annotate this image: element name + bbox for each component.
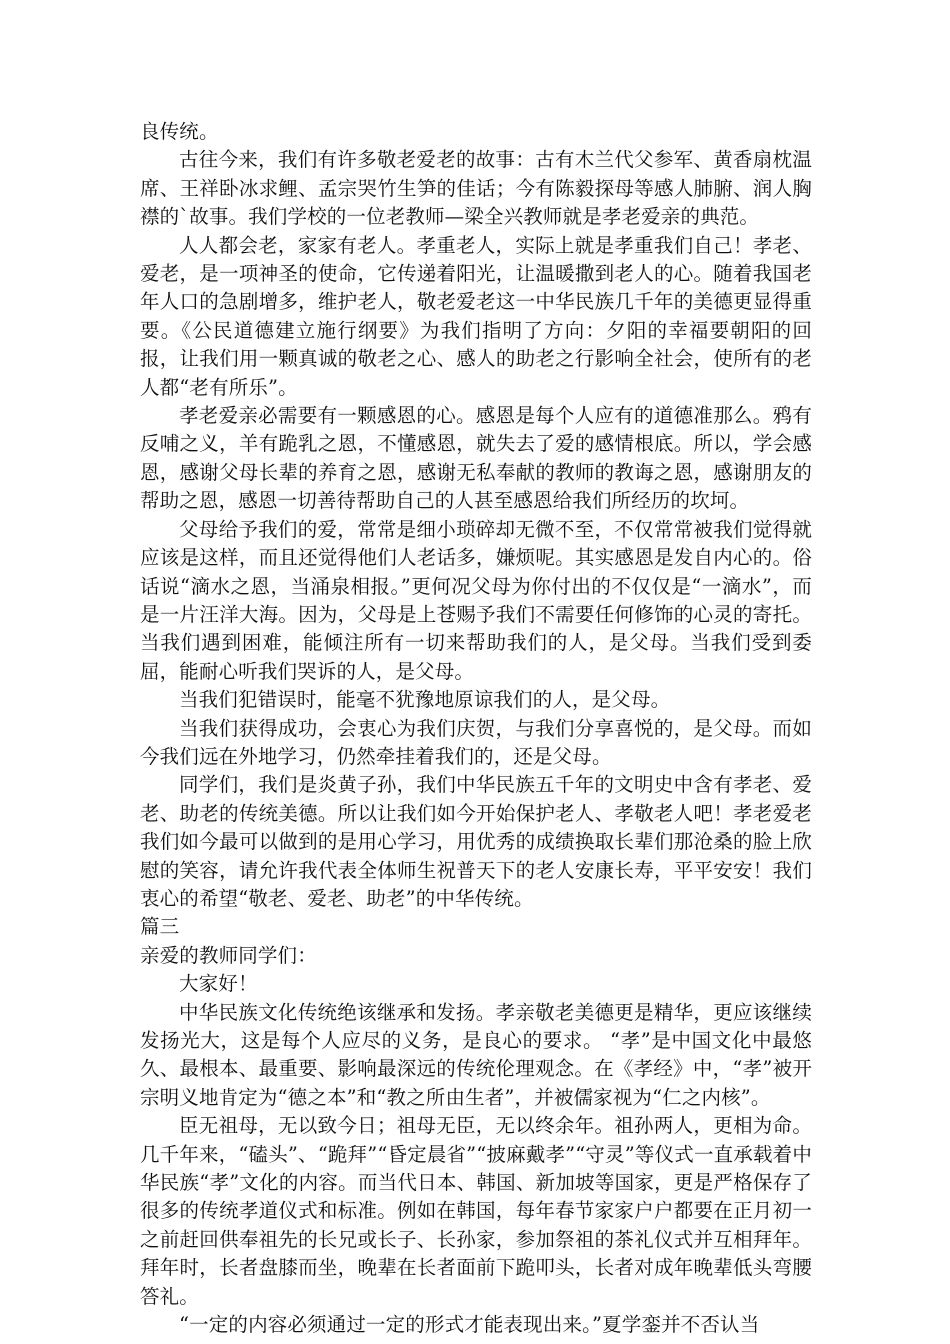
section-heading: 篇三 xyxy=(140,915,180,939)
paragraph-form-content: “一定的内容必须通过一定的形式才能表现出来。”夏学銮并不否认当 xyxy=(179,1313,760,1337)
paragraph-classmates: 同学们，我们是炎黄子孙，我们中华民族五千年的文明史中含有孝老、爱老、助老的传统美德。所以让我们如今开始保护老人、孝敬老人吧！孝老爱老我们如今最可以做到的是用心学习，用优秀的成绩换取长辈们那沧桑的脸上欣慰的笑容，请允许我代表全体师生祝普天下的老人安康长寿，平平安安！我们衷心的希望“敬老、爱老、助老”的中华传统。 xyxy=(140,773,812,910)
paragraph-everyone-ages: 人人都会老，家家有老人。孝重老人，实际上就是孝重我们自己！孝老、爱老，是一项神圣的使命，它传递着阳光，让温暖撒到老人的心。随着我国老年人口的急剧增多，维护老人，敬老爱老这一中华民族几千年的美德更显得重要。《公民道德建立施行纲要》为我们指明了方向：夕阳的幸福要朝阳的回报，让我们用一颗真诚的敬老之心、感人的助老之行影响全社会，使所有的老人都“老有所乐”。 xyxy=(140,233,812,399)
paragraph-success: 当我们获得成功，会衷心为我们庆贺，与我们分享喜悦的，是父母。而如今我们远在外地学习，仍然牵挂着我们的，还是父母。 xyxy=(140,716,812,768)
paragraph-forgive: 当我们犯错误时，能毫不犹豫地原谅我们的人，是父母。 xyxy=(179,688,671,712)
paragraph-tradition: 中华民族文化传统绝该继承和发扬。孝亲敬老美德更是精华，更应该继续发扬光大，这是每个人应尽的义务，是良心的要求。 “孝”是中国文化中最悠久、最根本、最重要、影响最深远的传统伦理观念。在《孝经》中，“孝”被开宗明义地肯定为“德之本”和“教之所由生者”，并被儒家视为“仁之内核”。 xyxy=(140,1000,812,1109)
salutation: 亲爱的教师同学们： xyxy=(140,943,317,967)
paragraph-grandmother: 臣无祖母，无以致今日；祖母无臣，无以终余年。祖孙两人，更相为命。几千年来，“磕头”、“跪拜”“昏定晨省”“披麻戴孝”“守灵”等仪式一直承载着中华民族“孝”文化的内容。而当代日本、韩国、新加坡等国家，更是严格保存了很多的传统孝道仪式和标准。例如在韩国，每年春节家家户户都要在正月初一之前赶回供奉祖先的长兄或长子、长孙家，参加祭祖的茶礼仪式并互相拜年。拜年时，长者盘膝而坐，晚辈在长者面前下跪叩头，长者对成年晚辈低头弯腰答礼。 xyxy=(140,1114,812,1308)
document-body xyxy=(140,118,812,1339)
paragraph-parents-love: 父母给予我们的爱，常常是细小琐碎却无微不至，不仅常常被我们觉得就应该是这样，而且还觉得他们人老话多，嫌烦呢。其实感恩是发自内心的。俗话说“滴水之恩，当涌泉相报。”更何况父母为你付出的不仅仅是“一滴水”，而是一片汪洋大海。因为，父母是上苍赐予我们不需要任何修饰的心灵的寄托。当我们遇到困难，能倾注所有一切来帮助我们的人，是父母。当我们受到委屈，能耐心听我们哭诉的人，是父母。 xyxy=(140,517,812,683)
paragraph-stories: 古往今来，我们有许多敬老爱老的故事：古有木兰代父参军、黄香扇枕温席、王祥卧冰求鲤、孟宗哭竹生笋的佳话；今有陈毅探母等感人肺腑、润人胸襟的`故事。我们学校的一位老教师—梁全兴教师就是孝老爱亲的典范。 xyxy=(140,148,812,229)
paragraph-gratitude: 孝老爱亲必需要有一颗感恩的心。感恩是每个人应有的道德准那么。鸦有反哺之义，羊有跪乳之恩，不懂感恩，就失去了爱的感情根底。所以，学会感恩，感谢父母长辈的养育之恩，感谢无私奉献的教师的教诲之恩，感谢朋友的帮助之恩，感恩一切善待帮助自己的人甚至感恩给我们所经历的坎坷。 xyxy=(140,404,812,513)
paragraph-continuation: 良传统。 xyxy=(140,120,219,143)
greeting: 大家好！ xyxy=(179,972,258,996)
